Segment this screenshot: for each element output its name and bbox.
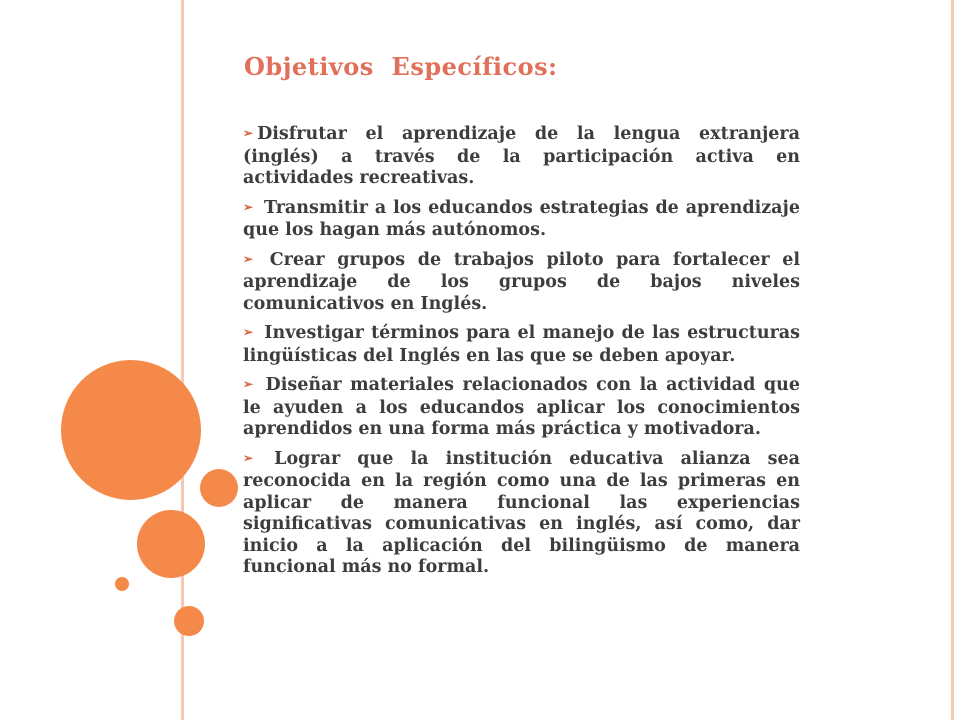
right-accent-rule	[951, 0, 954, 720]
objective-text: Diseñar materiales relacionados con la actividad que le ayuden a los educandos aplicar los conocimientos aprendidos en una forma más práctica y motivadora.	[243, 375, 800, 439]
objectives-list	[243, 124, 800, 587]
decorative-circle-large	[61, 360, 201, 500]
arrow-right-icon: ➢	[243, 377, 254, 391]
arrow-right-icon: ➢	[243, 126, 254, 140]
list-item	[243, 124, 800, 190]
arrow-right-icon: ➢	[243, 251, 254, 266]
arrow-right-icon: ➢	[243, 450, 254, 465]
decorative-circle-tiny	[115, 577, 129, 591]
objective-text: Investigar términos para el manejo de las estructuras lingüísticas del Inglés en las que se deben apoyar.	[243, 323, 800, 366]
list-item	[243, 250, 800, 316]
arrow-right-icon: ➢	[243, 325, 254, 339]
decorative-circle-small	[200, 469, 238, 507]
objective-text: Transmitir a los educandos estrategias de aprendizaje que los hagan más autónomos.	[243, 197, 800, 240]
objective-text: Lograr que la institución educativa alianza sea reconocida en la región como una de las primeras en aplicar de manera funcional las experiencias significativas comunicativas en inglés, así como, dar inicio a la aplicación del bilingüismo de manera funcional más no formal.	[243, 448, 800, 577]
objective-text: Crear grupos de trabajos piloto para fortalecer el aprendizaje de los grupos de bajos niveles comunicativos en Inglés.	[243, 249, 800, 314]
decorative-circle-medium	[137, 510, 205, 578]
decorative-circle-small	[174, 606, 204, 636]
arrow-right-icon: ➢	[243, 199, 254, 214]
list-item	[243, 323, 800, 367]
list-item	[243, 198, 800, 242]
objective-text: Disfrutar el aprendizaje de la lengua extranjera (inglés) a través de la participación activa en actividades recreativas.	[243, 124, 800, 188]
slide-title: Objetivos Específicos:	[244, 52, 558, 81]
list-item	[243, 375, 800, 441]
list-item	[243, 449, 800, 579]
